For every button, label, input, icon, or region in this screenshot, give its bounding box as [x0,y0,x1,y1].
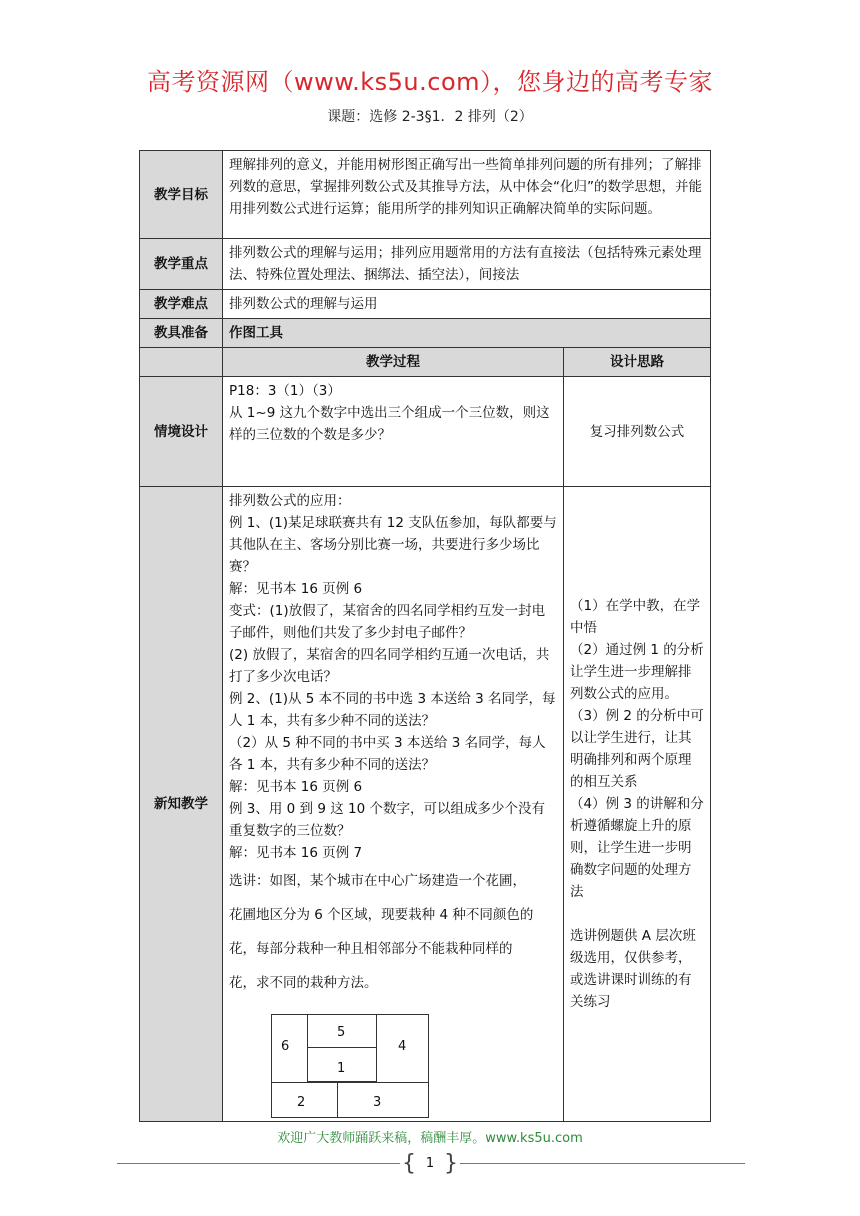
newknow-process [223,487,564,1122]
figure-center-divider [307,1047,377,1048]
site-header-title: 高考资源网（www.ks5u.com），您身边的高考专家 [146,68,714,96]
column-header-blank [140,348,223,377]
process-line: 例 2、(1)从 5 本不同的书中选 3 本送给 3 名同学，每人 1 本，共有多少种不同的送法？ [229,691,556,729]
figure-bottom-split [337,1082,338,1118]
goal-label: 教学目标 [140,151,223,239]
process-line: (2) 放假了，某宿舍的四名同学相约互通一次电话，共打了多少次电话？ [229,647,550,685]
elective-line: 花圃地区分为 6 个区域，现要栽种 4 种不同颜色的 [229,907,534,923]
footer-rule-right [460,1163,745,1164]
newknow-design [564,487,711,1122]
tools-text: 作图工具 [223,319,711,348]
footer-rule-left [117,1163,400,1164]
process-line: 解：见书本 16 页例 7 [229,845,363,861]
process-line: 变式：(1)放假了，某宿舍的四名同学相约互发一封电子邮件，则他们共发了多少封电子邮件？ [229,603,546,641]
design-note: （4）例 3 的讲解和分析遵循螺旋上升的原则，让学生进一步明确数字问题的处理方法 [570,796,704,900]
tools-label: 教具准备 [140,319,223,348]
figure-bottom-divider [271,1082,429,1118]
brace-right-icon: } [444,1151,458,1176]
column-header-process: 教学过程 [223,348,564,377]
region-label-4: 4 [398,1039,407,1054]
difficulty-text: 排列数公式的理解与运用 [223,290,711,319]
elective-line: 花，每部分栽种一种且相邻部分不能栽种同样的 [229,941,513,957]
process-line: 解：见书本 16 页例 6 [229,779,363,795]
focus-label: 教学重点 [140,239,223,290]
flower-garden-figure [271,1014,429,1118]
situation-line: 从 1~9 这九个数字中选出三个组成一个三位数，则这样的三位数的个数是多少？ [229,405,550,443]
process-line: 排列数公式的应用： [229,493,351,509]
region-label-3: 3 [373,1095,382,1110]
region-label-5: 5 [337,1025,346,1040]
situation-label: 情境设计 [140,377,223,487]
lesson-plan-table [139,150,711,1122]
design-note [570,903,704,925]
process-line: （2）从 5 种不同的书中买 3 本送给 3 名同学，每人各 1 本，共有多少种不同的送法？ [229,735,546,773]
situation-process [223,377,564,487]
difficulty-label: 教学难点 [140,290,223,319]
design-note: （3）例 2 的分析中可以让学生进行，让其明确排列和两个原理的相互关系 [570,708,704,790]
design-note: （2）通过例 1 的分析让学生进一步理解排列数公式的应用。 [570,642,704,702]
design-note: （1）在学中教，在学中悟 [570,598,701,636]
page-number: 1 [425,1156,435,1171]
goal-text: 理解排列的意义，并能用树形图正确写出一些简单排列问题的所有排列；了解排列数的意思，掌握排列数公式及其推导方法，从中体会“化归”的数学思想，并能用排列数公式进行运算；能用所学的排列知识正确解决简单的实际问题。 [223,151,711,239]
newknow-label: 新知教学 [140,487,223,1122]
focus-text: 排列数公式的理解与运用；排列应用题常用的方法有直接法（包括特殊元素处理法、特殊位置处理法、捆绑法、插空法），间接法 [223,239,711,290]
process-line: 例 1、(1)某足球联赛共有 12 支队伍参加，每队都要与其他队在主、客场分别比赛一场，共要进行多少场比赛？ [229,515,557,575]
region-label-6: 6 [281,1039,290,1054]
brace-left-icon: { [402,1151,416,1176]
situation-line: P18：3（1）（3） [229,383,341,399]
design-note: 选讲例题供 A 层次班级选用，仅供参考，或选讲课时训练的有关练习 [570,928,696,1010]
region-label-2: 2 [297,1095,306,1110]
elective-line: 选讲：如图，某个城市在中心广场建造一个花圃， [229,873,526,889]
process-line: 解：见书本 16 页例 6 [229,581,363,597]
elective-line: 花，求不同的栽种方法。 [229,975,378,991]
footer-slogan: 欢迎广大教师踊跃来稿，稿酬丰厚。www.ks5u.com [277,1131,583,1146]
situation-design: 复习排列数公式 [564,377,711,487]
process-line: 例 3、用 0 到 9 这 10 个数字，可以组成多少个没有重复数字的三位数？ [229,801,545,839]
lesson-title: 课题：选修 2-3§1．2 排列（2） [327,109,533,125]
column-header-design: 设计思路 [564,348,711,377]
page-number-box [400,1151,460,1177]
region-label-1: 1 [337,1061,346,1076]
